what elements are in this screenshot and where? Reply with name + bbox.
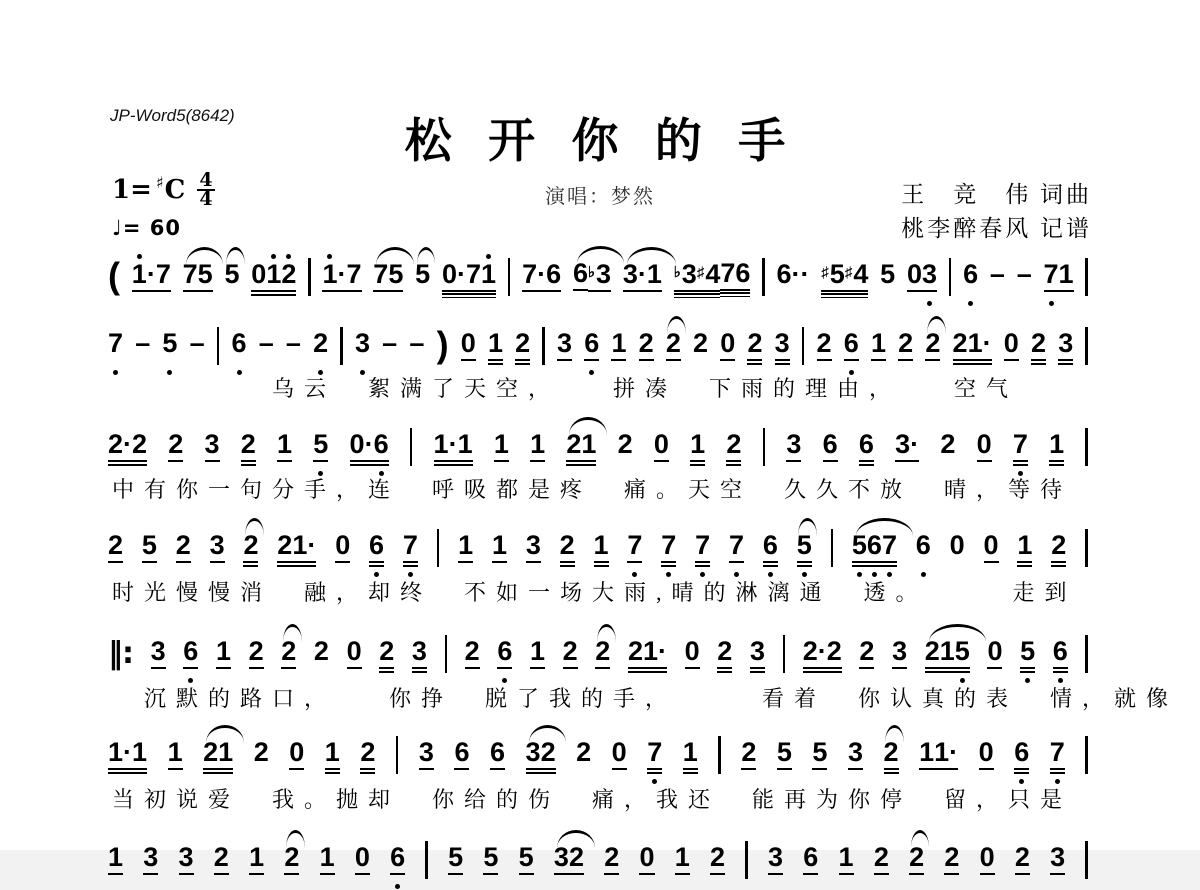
music-line-6: [108, 731, 1088, 785]
note-token: 0 · 7 1: [442, 253, 496, 307]
note-token-slur: 5: [797, 524, 812, 578]
note-token-slur: 3 2: [554, 836, 584, 890]
bar-line: [1085, 736, 1088, 774]
note-token: 6 · ·: [776, 259, 810, 289]
note-token-slur: 3 · 1: [623, 253, 662, 307]
note-token: 5: [448, 836, 463, 890]
note-token: 3: [205, 423, 220, 477]
note-token: 2: [313, 636, 329, 666]
bar-line: [542, 327, 545, 365]
note-token: 1: [690, 423, 705, 477]
note-token: 2: [465, 630, 480, 684]
note-token: 3: [892, 630, 907, 684]
note-token: 0: [639, 836, 654, 890]
watermark-label: JP-Word5(8642): [110, 106, 235, 125]
note-token: –: [189, 328, 205, 358]
bar-line: [763, 428, 766, 466]
note-token: 2: [515, 322, 530, 376]
note-token-slur: 2: [284, 836, 299, 890]
bar-line: [508, 258, 511, 296]
note-token: 6: [1014, 731, 1029, 785]
note-token-slur: 3 2: [526, 731, 556, 785]
note-token: 3: [1058, 322, 1073, 376]
note-token-slur: 2: [925, 322, 940, 376]
note-token: ♭3 ♯4 7 6: [674, 252, 751, 307]
lyric-line-4: 沉默的路口， 你挣 脱了我的手， 看着 你认真的表 情，就像: [112, 686, 1179, 711]
note-token: 0: [355, 836, 370, 890]
note-token: 1: [494, 423, 509, 477]
note-token: 1 1 ·: [919, 731, 958, 785]
note-token: 2 · 2: [803, 630, 842, 684]
note-token: 7: [108, 322, 123, 376]
note-token: 2: [898, 322, 913, 376]
note-token: 1: [108, 836, 123, 890]
note-token: 1: [839, 836, 854, 890]
note-token: 1: [1017, 524, 1032, 578]
note-token: 5: [880, 259, 896, 289]
performer-subtitle: 演唱：梦然: [545, 186, 655, 208]
note-token: 1 · 7: [322, 253, 361, 307]
note-token-slur: 7 5: [373, 253, 403, 307]
note-token: 0: [685, 630, 700, 684]
note-token: 0: [347, 630, 362, 684]
note-token: 1: [216, 630, 231, 684]
note-token: 6: [454, 731, 469, 785]
bar-line: [745, 841, 748, 879]
bar-line: [718, 736, 721, 774]
note-token: 2: [214, 836, 229, 890]
note-token: 1: [458, 524, 473, 578]
parenthesis: (: [108, 255, 120, 296]
music-line-2: [108, 322, 1088, 376]
key-signature: [112, 169, 215, 210]
lyric-line-2: 中有你一句分手，连 呼吸都是疼 痛。天空 久久不放 晴，等待: [112, 477, 1073, 502]
bar-line: [425, 841, 428, 879]
note-token: 3: [210, 524, 225, 578]
bar-line: [831, 529, 834, 567]
lyric-line-3: 时光慢慢消 融，却终 不如一场大雨,晴的淋漓通 透。 走到: [112, 580, 1077, 605]
note-token-slur: 2 1: [566, 423, 596, 477]
bar-line: [1085, 428, 1088, 466]
bar-line: [410, 428, 413, 466]
note-token-slur: 2: [281, 630, 296, 684]
note-token: 3: [151, 630, 166, 684]
note-token: 0 3: [907, 253, 937, 307]
note-token-slur: 5: [415, 253, 430, 307]
note-token: 1: [530, 423, 545, 477]
note-token: 3: [419, 731, 434, 785]
note-token: 2: [726, 423, 741, 477]
note-token: 2: [874, 836, 889, 890]
note-token: 0: [980, 836, 995, 890]
bar-line: [949, 258, 952, 296]
note-token: 2: [741, 731, 756, 785]
bar-line: [1085, 635, 1088, 673]
note-token: 5: [483, 836, 498, 890]
note-token: 0: [984, 524, 999, 578]
music-line-4: [108, 524, 1088, 578]
note-token: 0: [1004, 322, 1019, 376]
note-token: 5: [519, 836, 534, 890]
note-token: 2: [313, 322, 328, 376]
note-token: 1: [249, 836, 264, 890]
note-token: 6: [584, 322, 599, 376]
note-token: 0: [949, 530, 965, 560]
note-token-slur: 5: [224, 253, 239, 307]
note-token: 5: [162, 322, 177, 376]
note-token-slur: 2: [884, 731, 899, 785]
note-token: 1: [675, 836, 690, 890]
note-token: 5: [812, 731, 827, 785]
bar-line: [437, 529, 440, 567]
note-token: 3: [557, 322, 572, 376]
note-token: 0 1 2: [251, 253, 296, 307]
note-token: 6: [231, 322, 246, 376]
credits-block: [901, 178, 1092, 246]
note-token: 6: [963, 253, 978, 307]
note-token: 6: [823, 423, 838, 477]
note-token: 0: [979, 731, 994, 785]
note-token: –: [135, 328, 151, 358]
note-token: 1 · 1: [434, 423, 473, 477]
note-token: 0: [289, 731, 304, 785]
note-token: –: [409, 328, 425, 358]
note-token: 7: [1050, 731, 1065, 785]
note-token: 0: [987, 630, 1002, 684]
note-token: 5: [777, 731, 792, 785]
note-token: 1: [325, 731, 340, 785]
note-token-slur: 5 6 7: [852, 524, 897, 578]
note-token: 3: [848, 731, 863, 785]
note-token: 6: [859, 423, 874, 477]
note-token: 7: [627, 524, 642, 578]
bar-line: [1085, 529, 1088, 567]
note-token: 0: [335, 524, 350, 578]
note-token: 6: [803, 836, 818, 890]
note-token: 2: [693, 328, 709, 358]
bar-line: [217, 327, 220, 365]
note-token: 1: [683, 731, 698, 785]
time-denominator: 4: [199, 188, 213, 210]
composer-credit: 王 竞 伟 词曲: [901, 182, 1092, 207]
note-token: 6: [183, 630, 198, 684]
bar-line: [1085, 841, 1088, 879]
note-token: 2: [710, 836, 725, 890]
note-token-slur: 2: [243, 524, 258, 578]
note-token: 2: [944, 836, 959, 890]
note-token: 7: [661, 524, 676, 578]
note-token-slur: 2: [666, 322, 681, 376]
note-token-slur: 2 1 5: [925, 630, 970, 684]
music-line-1: [108, 252, 1088, 307]
note-token: 6: [844, 322, 859, 376]
note-token: 1 · 7: [132, 253, 171, 307]
note-token: –: [382, 328, 398, 358]
key-note: C: [164, 175, 186, 205]
note-token: 6: [916, 524, 931, 578]
song-title: 松 开 你 的 手: [404, 114, 796, 169]
note-token: ♯5 ♯4: [821, 252, 868, 307]
note-token: 2: [859, 630, 874, 684]
note-token: 1 · 1: [108, 731, 147, 785]
note-token: 2 · 2: [108, 423, 147, 477]
note-token: 2: [639, 322, 654, 376]
note-token: 2: [560, 524, 575, 578]
note-token: –: [1016, 259, 1032, 289]
note-token: 2: [176, 524, 191, 578]
note-token: 2 1 ·: [628, 630, 667, 684]
music-line-5: [108, 630, 1088, 684]
note-token: 3: [526, 524, 541, 578]
note-token: 7 1: [1044, 253, 1074, 307]
parenthesis: ): [436, 324, 449, 365]
note-token: 2: [1015, 836, 1030, 890]
note-token: 2: [168, 423, 183, 477]
note-token: 0: [612, 731, 627, 785]
note-token: 3: [143, 836, 158, 890]
note-token: 3: [412, 630, 427, 684]
note-token: 1: [530, 630, 545, 684]
note-token: 0: [720, 322, 735, 376]
note-token: 2: [717, 630, 732, 684]
note-token: 0: [461, 322, 476, 376]
note-token: 7 · 6: [522, 253, 561, 307]
note-token: 2: [617, 429, 633, 459]
note-token: 2: [108, 524, 123, 578]
note-token: 2: [249, 630, 264, 684]
note-token: 7: [729, 524, 744, 578]
note-token: 6: [497, 630, 512, 684]
note-token-slur: 2 1: [203, 731, 233, 785]
note-token: 1: [594, 524, 609, 578]
note-token: 2 1 ·: [953, 322, 992, 376]
note-token: 1: [492, 524, 507, 578]
time-numerator: 4: [199, 169, 213, 191]
note-token: 1: [611, 322, 626, 376]
note-token: 3: [786, 423, 801, 477]
bar-line: [762, 258, 765, 296]
repeat-sign: ‖:: [108, 636, 133, 671]
note-token: 2: [747, 322, 762, 376]
time-signature: [197, 169, 214, 210]
note-token: 1: [871, 322, 886, 376]
note-token: 3: [750, 630, 765, 684]
note-token: 2: [817, 322, 832, 376]
note-token: 2: [563, 630, 578, 684]
note-token: 0: [654, 423, 669, 477]
note-token: 3: [1050, 836, 1065, 890]
note-token: 5: [313, 423, 328, 477]
lyric-line-5: 当初说爱 我。抛却 你给的伤 痛，我还 能再为你停 留，只是: [112, 787, 1073, 812]
note-token: 2: [253, 737, 269, 767]
bar-line: [783, 635, 786, 673]
music-line-3: [108, 423, 1088, 477]
bar-line: [445, 635, 448, 673]
note-token-slur: 7 5: [183, 253, 213, 307]
note-token: 1: [320, 836, 335, 890]
note-token: –: [258, 328, 274, 358]
note-token: 7: [647, 731, 662, 785]
note-token: 5: [142, 524, 157, 578]
sharp-icon: ♯: [155, 172, 164, 192]
bar-line: [396, 736, 399, 774]
note-token: 2: [604, 836, 619, 890]
note-token: 0 · 6: [350, 423, 389, 477]
note-token: 6: [390, 836, 405, 890]
note-token: 1: [168, 731, 183, 785]
lyric-line-1: 乌云 絮满了天空， 拼凑 下雨的理由， 空气: [112, 376, 1019, 401]
note-token: 2: [1031, 322, 1046, 376]
note-token: –: [989, 259, 1005, 289]
note-token: 2: [241, 423, 256, 477]
note-token: 7: [1013, 423, 1028, 477]
key-label: 1=: [112, 175, 152, 205]
note-token: 2: [576, 737, 592, 767]
note-token: 5: [1020, 630, 1035, 684]
note-token: 2: [940, 429, 956, 459]
note-token-slur: 2: [909, 836, 924, 890]
note-token-slur: 2: [595, 630, 610, 684]
note-token: 1: [277, 423, 292, 477]
note-token: 6: [369, 524, 384, 578]
note-token: 2: [360, 731, 375, 785]
bar-line: [802, 327, 805, 365]
note-token: 6: [1053, 630, 1068, 684]
note-token: 1: [1049, 423, 1064, 477]
tempo-marking: ♩= 60: [112, 216, 182, 240]
note-token: –: [285, 328, 301, 358]
note-token: 6: [490, 731, 505, 785]
bar-line: [1085, 327, 1088, 365]
transcriber-credit: 桃李醉春风 记谱: [901, 216, 1092, 241]
note-token: 2 1 ·: [277, 524, 316, 578]
music-line-7-clipped: [108, 836, 1088, 890]
note-token: 3: [768, 836, 783, 890]
note-token: 1: [488, 322, 503, 376]
note-token-slur: 6 ♭3: [573, 252, 611, 307]
bar-line: [1085, 258, 1088, 296]
note-token: 6: [763, 524, 778, 578]
note-token: 7: [403, 524, 418, 578]
note-token: 2: [379, 630, 394, 684]
note-token: 3: [179, 836, 194, 890]
note-token: 0: [977, 423, 992, 477]
note-token: 2: [1051, 524, 1066, 578]
note-token: 7: [695, 524, 710, 578]
note-token: 3: [775, 322, 790, 376]
note-token: 3: [355, 322, 370, 376]
bar-line: [308, 258, 311, 296]
bar-line: [340, 327, 343, 365]
note-token: 3 ·: [895, 423, 919, 477]
